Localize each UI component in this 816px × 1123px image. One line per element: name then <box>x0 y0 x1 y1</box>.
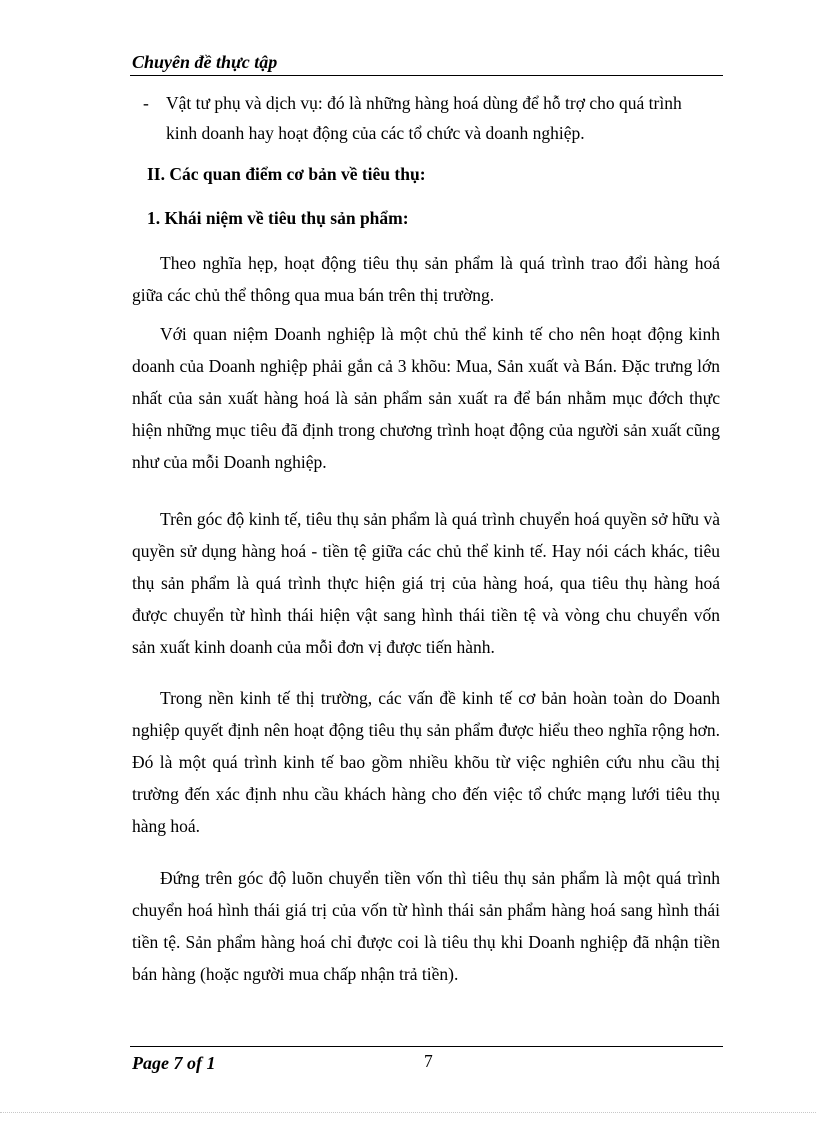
paragraph-3: Trên góc độ kinh tế, tiêu thụ sản phẩm là quá trình chuyển hoá quyền sở hữu và quyền sử dụng hàng hoá - tiền tệ giữa các chủ thể kinh tế. Hay nói cách khác, tiêu thụ sản phẩm là quá trình thực hiện giá trị của hàng hoá, qua tiêu thụ hàng hoá được chuyển từ hình thái hiện vật sang hình thái tiền tệ và vòng chu chuyển vốn sản xuất kinh doanh của mỗi đơn vị được tiến hành. <box>132 509 720 657</box>
section-heading: II. Các quan điểm cơ bản về tiêu thụ: <box>147 164 426 184</box>
bullet-dash: - <box>143 93 149 113</box>
page-number: 7 <box>424 1051 433 1071</box>
bullet-item <box>143 88 721 148</box>
bullet-text <box>166 88 721 148</box>
paragraph-4: Trong nền kinh tế thị trường, các vấn đề kinh tế cơ bản hoàn toàn do Doanh nghiệp quyết định nên hoạt động tiêu thụ sản phẩm được hiểu theo nghĩa rộng hơn. Đó là một quá trình kinh tế bao gồm nhiều khõu từ việc nghiên cứu nhu cầu thị trường đến xác định nhu cầu khách hàng cho đến việc tổ chức mạng lưới tiêu thụ hàng hoá. <box>132 688 720 836</box>
page-header-title: Chuyên đề thực tập <box>132 52 278 72</box>
page-edge-divider <box>0 1112 816 1113</box>
footer-divider <box>130 1046 723 1047</box>
page-footer-label: Page 7 of 1 <box>132 1053 216 1073</box>
paragraph-2: Với quan niệm Doanh nghiệp là một chủ thể kinh tế cho nên hoạt động kinh doanh của Doanh nghiệp phải gắn cả 3 khõu: Mua, Sản xuất và Bán. Đặc trưng lớn nhất của sản xuất hàng hoá là sản phẩm sản xuất ra để bán nhằm mục đớch thực hiện những mục tiêu đã định trong chương trình hoạt động của người sản xuất cũng như của mỗi Doanh nghiệp. <box>132 324 720 472</box>
paragraph-1: Theo nghĩa hẹp, hoạt động tiêu thụ sản phẩm là quá trình trao đổi hàng hoá giữa các chủ thể thông qua mua bán trên thị trường. <box>132 253 720 305</box>
header-divider <box>130 75 723 76</box>
paragraph-5: Đứng trên góc độ luõn chuyển tiền vốn thì tiêu thụ sản phẩm là một quá trình chuyển hoá hình thái giá trị của vốn từ hình thái sản phẩm hàng hoá sang hình thái tiền tệ. Sản phẩm hàng hoá chỉ được coi là tiêu thụ khi Doanh nghiệp đã nhận tiền bán hàng (hoặc người mua chấp nhận trả tiền). <box>132 868 720 984</box>
bullet-line-1: Vật tư phụ và dịch vụ: đó là những hàng hoá dùng để hỗ trợ cho quá trình <box>166 93 682 113</box>
bullet-line-2: kinh doanh hay hoạt động của các tổ chức và doanh nghiệp. <box>166 123 585 143</box>
sub-heading: 1. Khái niệm về tiêu thụ sản phẩm: <box>147 208 409 228</box>
